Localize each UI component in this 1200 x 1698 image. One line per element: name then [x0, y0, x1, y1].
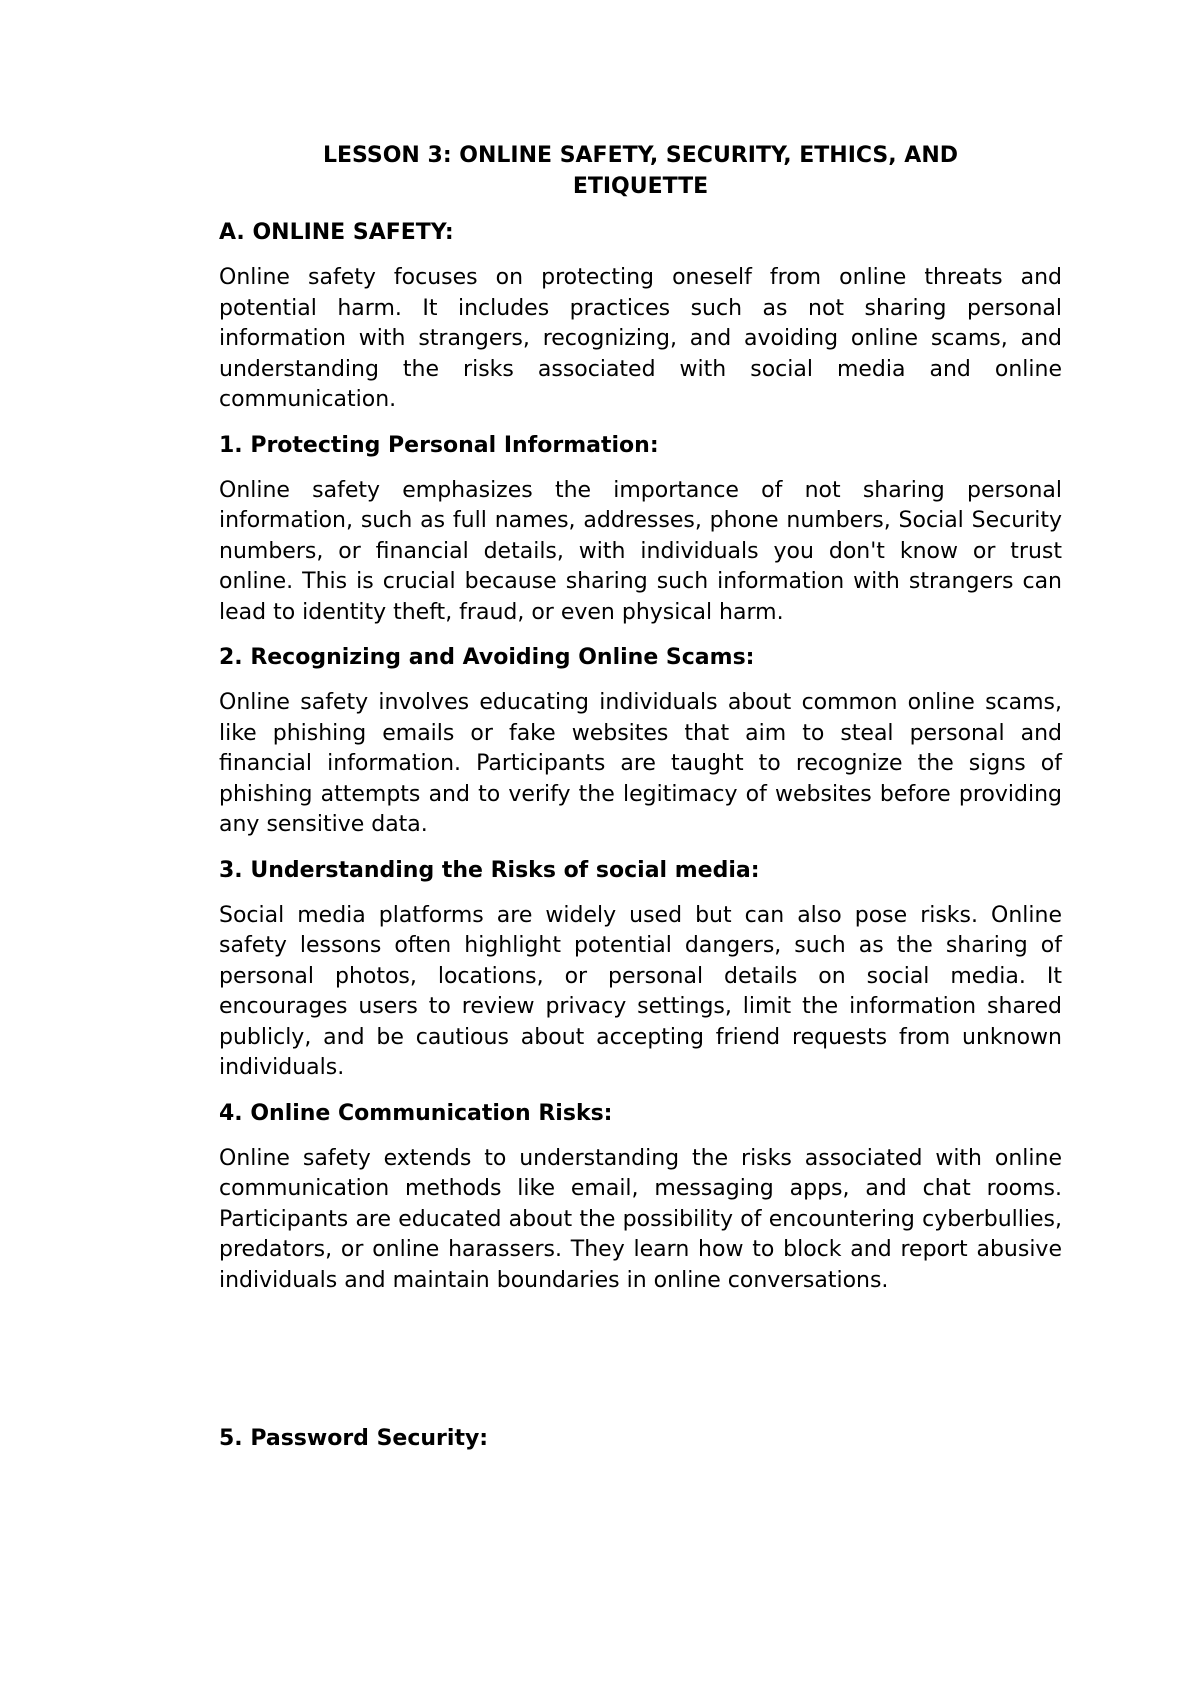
- item-4-heading: 4. Online Communication Risks:: [219, 1100, 613, 1126]
- item-4-body: Online safety extends to understanding the risks associated with online communication methods like email, messaging apps, and chat rooms. Participants are educated about the possibility of encountering cyberbullies, predators, or online harassers. They learn how to block and report abusive individuals and maintain boundaries in online conversations.: [219, 1145, 1062, 1293]
- lesson-title: LESSON 3: ONLINE SAFETY, SECURITY, ETHICS, AND ETIQUETTE: [322, 143, 958, 199]
- item-3-heading: 3. Understanding the Risks of social media:: [219, 857, 760, 883]
- item-2-heading: 2. Recognizing and Avoiding Online Scams:: [219, 645, 755, 670]
- section-a-intro: Online safety focuses on protecting oneself from online threats and potential harm. It includes practices such as not sharing personal information with strangers, recognizing, and avoiding online scams, and understanding the risks associated with social media and online communication.: [219, 265, 1062, 412]
- item-2-body: Online safety involves educating individuals about common online scams, like phishing emails or fake websites that aim to steal personal and financial information. Participants are taught to recognize the signs of phishing attempts and to verify the legitimacy of websites before providing any sensitive data.: [219, 690, 1062, 837]
- document-content: [219, 140, 1062, 1469]
- item-1-heading: 1. Protecting Personal Information:: [219, 432, 659, 458]
- item-5-heading: 5. Password Security:: [219, 1426, 489, 1451]
- item-3-body: Social media platforms are widely used but can also pose risks. Online safety lessons often highlight potential dangers, such as the sharing of personal photos, locations, or personal details on social media. It encourages users to review privacy settings, limit the information shared publicly, and be cautious about accepting friend requests from unknown individuals.: [219, 902, 1062, 1080]
- section-a-heading: A. ONLINE SAFETY:: [219, 220, 454, 245]
- blank-space: [219, 1311, 1062, 1424]
- item-1-body: Online safety emphasizes the importance of not sharing personal information, such as full names, addresses, phone numbers, Social Security numbers, or financial details, with individuals you don't know or trust online. This is crucial because sharing such information with strangers can lead to identity theft, fraud, or even physical harm.: [219, 477, 1062, 625]
